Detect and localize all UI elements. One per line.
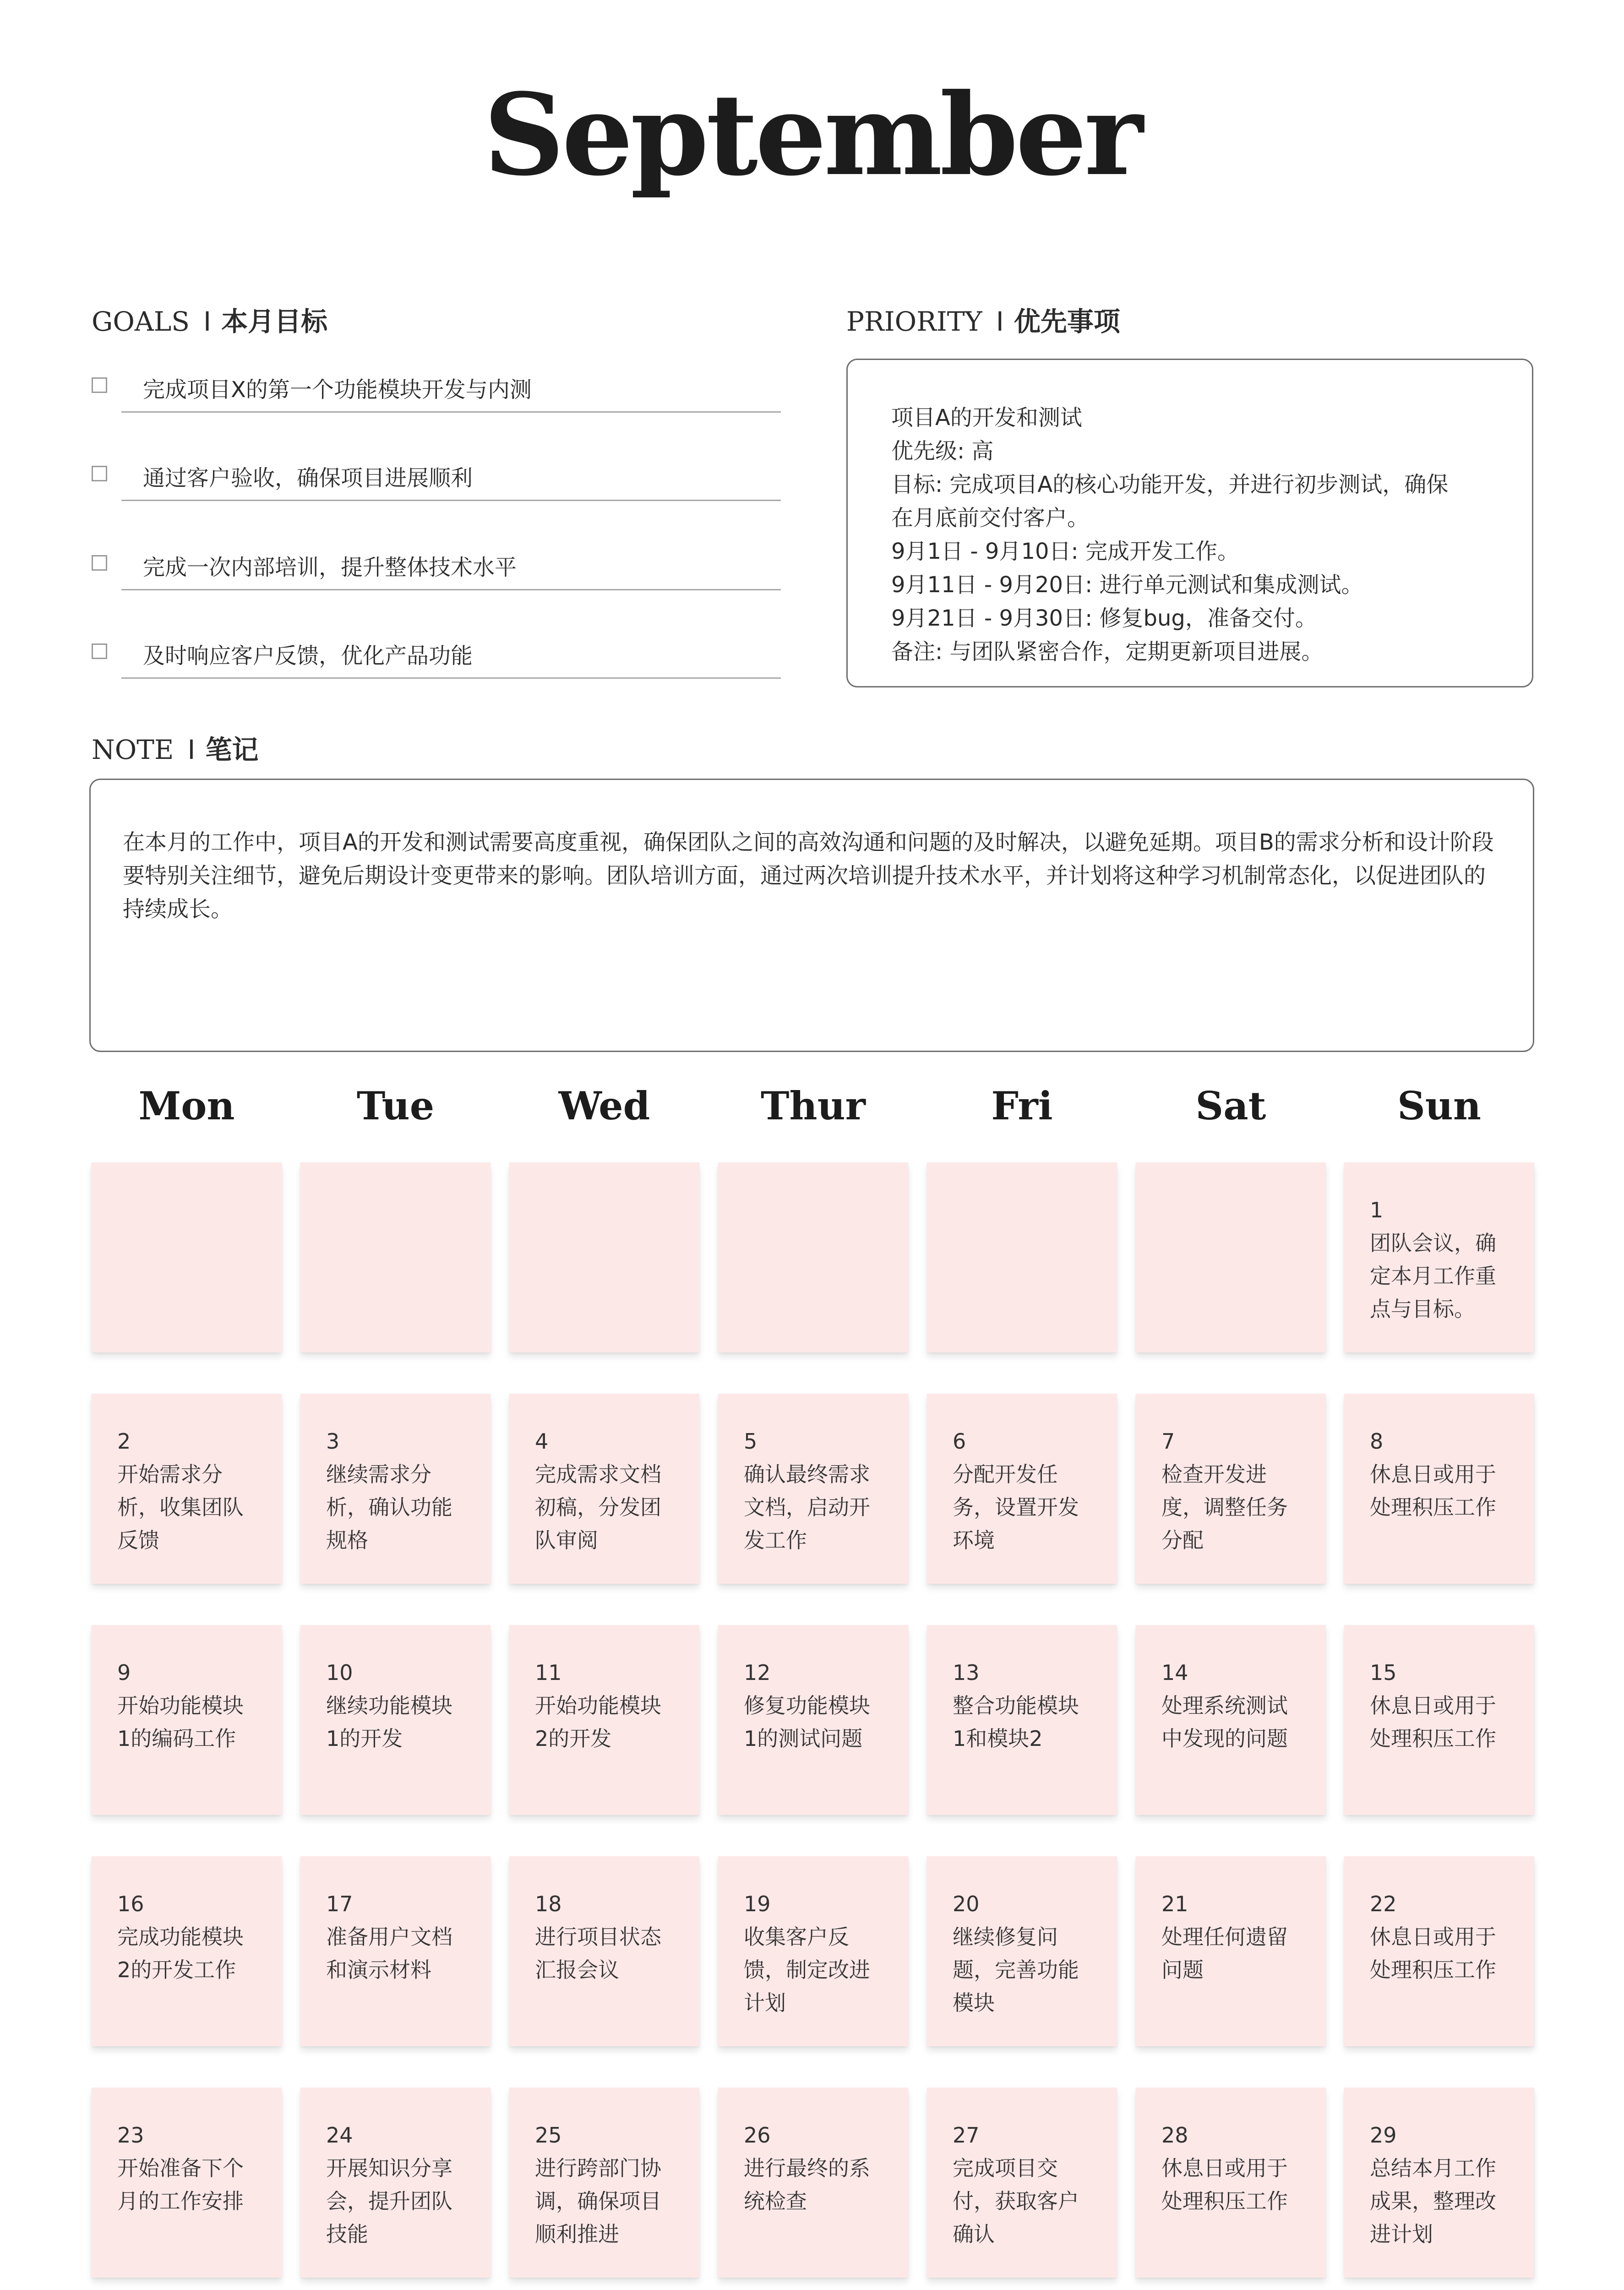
calendar-day-text: 模块 (953, 1990, 995, 2015)
goal-text: 完成项目X的第一个功能模块开发与内测 (143, 377, 532, 403)
calendar-day-cell[interactable] (300, 1625, 490, 1815)
calendar-day-text: 析，收集团队 (117, 1495, 244, 1520)
priority-line: 备注: 与团队紧密合作，定期更新项目进展。 (891, 639, 1324, 665)
priority-line: 优先级: 高 (891, 438, 994, 464)
goal-text: 及时响应客户反馈，优化产品功能 (143, 643, 473, 669)
calendar-empty-cell[interactable] (509, 1162, 699, 1352)
priority-line: 目标: 完成项目A的核心功能开发，并进行初步测试，确保 (891, 472, 1449, 497)
goal-item (92, 460, 781, 515)
calendar-day-text: 进行跨部门协 (535, 2156, 661, 2181)
calendar-day-text: 调，确保项目 (535, 2189, 661, 2214)
goal-underline (121, 589, 781, 590)
calendar-day-cell[interactable] (300, 2088, 490, 2278)
priority-box (846, 359, 1533, 687)
calendar-day-cell[interactable] (1136, 2088, 1326, 2278)
calendar-day-text: 队审阅 (535, 1528, 598, 1553)
goal-underline (121, 411, 781, 413)
calendar-day-text: 进行最终的系 (744, 2156, 870, 2181)
note-heading (92, 728, 258, 767)
calendar-day-cell[interactable] (300, 1856, 490, 2046)
calendar-empty-cell[interactable] (718, 1162, 908, 1352)
calendar-day-cell[interactable] (509, 1625, 699, 1815)
calendar-empty-cell[interactable] (1136, 1162, 1326, 1352)
calendar-day-text: 定本月工作重 (1370, 1264, 1496, 1288)
priority-heading-cn: 优先事项 (1014, 306, 1120, 337)
calendar-day-text: 休息日或用于 (1161, 2156, 1288, 2181)
calendar-day-text: 文档，启动开 (744, 1495, 870, 1520)
calendar-day-text: 和演示材料 (326, 1957, 431, 1982)
priority-heading-separator: I (996, 306, 1004, 337)
calendar-day-number: 7 (1161, 1429, 1175, 1454)
calendar-day-text: 完成需求文档 (535, 1462, 661, 1487)
calendar-day-cell[interactable] (1136, 1394, 1326, 1584)
calendar-day-text: 整合功能模块 (953, 1693, 1079, 1718)
calendar-day-number: 12 (744, 1660, 771, 1685)
calendar-day-text: 完成项目交 (953, 2156, 1058, 2181)
goal-item (92, 372, 781, 427)
calendar-day-cell[interactable] (92, 1856, 282, 2046)
calendar-day-text: 检查开发进 (1161, 1462, 1267, 1487)
priority-line: 9月21日 - 9月30日: 修复bug，准备交付。 (891, 605, 1317, 631)
calendar-day-text: 收集客户反 (744, 1925, 849, 1949)
calendar-empty-cell[interactable] (300, 1162, 490, 1352)
calendar-day-text: 休息日或用于 (1370, 1925, 1496, 1949)
goal-checkbox[interactable] (92, 466, 107, 481)
calendar-day-number: 27 (953, 2123, 980, 2148)
calendar-day-cell[interactable] (509, 1856, 699, 2046)
calendar-day-number: 20 (953, 1892, 980, 1916)
calendar-day-text: 准备用户文档 (326, 1925, 452, 1949)
calendar-day-cell[interactable] (92, 1394, 282, 1584)
priority-heading (846, 300, 1120, 338)
priority-line: 9月11日 - 9月20日: 进行单元测试和集成测试。 (891, 572, 1363, 598)
calendar-day-text: 处理积压工作 (1370, 1726, 1496, 1751)
calendar-day-text: 处理任何遗留 (1161, 1925, 1288, 1949)
calendar-day-text: 继续功能模块 (326, 1693, 452, 1718)
calendar-day-text: 开始需求分 (117, 1462, 223, 1487)
calendar-day-number: 26 (744, 2123, 771, 2148)
note-text: 在本月的工作中，项目A的开发和测试需要高度重视，确保团队之间的高效沟通和问题的及时解决，以避免延期。项目B的需求分析和设计阶段要特别关注细节，避免后期设计变更带来的影响。团队培训方面，通过两次培训提升技术水平，并计划将这种学习机制常态化，以促进团队的持续成长。 (123, 829, 1494, 922)
calendar-day-text: 休息日或用于 (1370, 1462, 1496, 1487)
calendar-day-text: 顺利推进 (535, 2222, 619, 2246)
calendar-day-text: 开始准备下个 (117, 2156, 244, 2181)
calendar-day-number: 19 (744, 1892, 771, 1916)
calendar-day-text: 继续修复问 (953, 1925, 1058, 1949)
calendar-day-text: 2的开发工作 (117, 1957, 236, 1982)
calendar-day-number: 28 (1161, 2123, 1188, 2148)
calendar-day-number: 2 (117, 1429, 131, 1454)
calendar-day-text: 开始功能模块 (535, 1693, 661, 1718)
calendar-day-number: 18 (535, 1892, 562, 1916)
calendar-day-cell[interactable] (1344, 1394, 1534, 1584)
calendar-day-text: 初稿，分发团 (535, 1495, 661, 1520)
note-heading-separator: I (187, 734, 196, 765)
calendar-day-number: 25 (535, 2123, 562, 2148)
calendar-day-text: 问题 (1161, 1957, 1204, 1982)
calendar-day-text: 开展知识分享 (326, 2156, 452, 2181)
note-heading-cn: 笔记 (205, 734, 259, 765)
calendar-day-text: 汇报会议 (535, 1957, 619, 1982)
calendar-day-text: 开始功能模块 (117, 1693, 244, 1718)
goal-underline (121, 677, 781, 679)
calendar-empty-cell[interactable] (927, 1162, 1117, 1352)
goal-text: 完成一次内部培训，提升整体技术水平 (143, 555, 517, 580)
calendar-day-text: 确认最终需求 (744, 1462, 870, 1487)
calendar-day-cell[interactable] (92, 2088, 282, 2278)
calendar-day-text: 2的开发 (535, 1726, 612, 1751)
calendar-day-text: 析，确认功能 (326, 1495, 452, 1520)
calendar-day-text: 团队会议，确 (1370, 1231, 1496, 1255)
weekday-header: Wed (558, 1083, 650, 1129)
calendar-day-text: 务，设置开发 (953, 1495, 1079, 1520)
calendar-day-number: 5 (744, 1429, 758, 1454)
page-title: September (483, 69, 1141, 201)
weekday-header: Mon (138, 1083, 235, 1129)
goal-checkbox[interactable] (92, 555, 107, 571)
note-box (89, 779, 1534, 1052)
calendar-day-text: 休息日或用于 (1370, 1693, 1496, 1718)
calendar-day-cell[interactable] (509, 1394, 699, 1584)
calendar-day-text: 分配 (1161, 1528, 1204, 1553)
calendar-day-number: 11 (535, 1660, 562, 1685)
goal-text: 通过客户验收，确保项目进展顺利 (143, 465, 473, 491)
calendar-day-number: 6 (953, 1429, 966, 1454)
calendar-day-number: 21 (1161, 1892, 1188, 1916)
calendar-day-number: 24 (326, 2123, 353, 2148)
calendar-day-text: 点与目标。 (1370, 1297, 1475, 1321)
priority-line: 项目A的开发和测试 (891, 405, 1082, 431)
calendar-day-number: 3 (326, 1429, 340, 1454)
calendar-day-number: 9 (117, 1660, 131, 1685)
calendar-day-text: 规格 (326, 1528, 368, 1553)
priority-line: 9月1日 - 9月10日: 完成开发工作。 (891, 539, 1239, 564)
goal-item (92, 638, 781, 693)
calendar-day-cell[interactable] (718, 2088, 908, 2278)
calendar-day-text: 中发现的问题 (1161, 1726, 1288, 1751)
calendar-day-number: 10 (326, 1660, 353, 1685)
priority-heading-en: PRIORITY (846, 306, 982, 337)
calendar-day-cell[interactable] (718, 1625, 908, 1815)
goals-heading-separator: I (203, 306, 212, 337)
calendar-day-cell[interactable] (927, 1856, 1117, 2046)
calendar-day-text: 进计划 (1370, 2222, 1433, 2246)
calendar-day-text: 处理积压工作 (1161, 2189, 1288, 2214)
calendar-day-cell[interactable] (1136, 1856, 1326, 2046)
calendar-day-cell[interactable] (927, 1394, 1117, 1584)
calendar-day-number: 8 (1370, 1429, 1384, 1454)
calendar-empty-cell[interactable] (92, 1162, 282, 1352)
goal-underline (121, 500, 781, 501)
goal-checkbox[interactable] (92, 377, 107, 393)
calendar-day-text: 完成功能模块 (117, 1925, 244, 1949)
goals-heading (92, 300, 327, 338)
calendar-day-number: 23 (117, 2123, 144, 2148)
calendar-day-cell[interactable] (509, 2088, 699, 2278)
calendar-day-text: 馈，制定改进 (744, 1957, 870, 1982)
calendar-day-text: 继续需求分 (326, 1462, 431, 1487)
calendar-day-text: 1的编码工作 (117, 1726, 236, 1751)
calendar-day-cell[interactable] (927, 1625, 1117, 1815)
calendar-day-text: 分配开发任 (953, 1462, 1058, 1487)
calendar-day-text: 计划 (744, 1990, 786, 2015)
calendar-day-text: 处理积压工作 (1370, 1495, 1496, 1520)
calendar-day-text: 1的开发 (326, 1726, 403, 1751)
calendar-day-number: 16 (117, 1892, 144, 1916)
goals-heading-cn: 本月目标 (221, 306, 328, 337)
calendar-day-number: 15 (1370, 1660, 1397, 1685)
weekday-header: Tue (356, 1083, 435, 1129)
calendar-day-text: 技能 (326, 2222, 368, 2246)
calendar-day-text: 统检查 (744, 2189, 807, 2214)
calendar-day-text: 月的工作安排 (117, 2189, 244, 2214)
calendar-day-cell[interactable] (300, 1394, 490, 1584)
calendar-day-text: 1的测试问题 (744, 1726, 863, 1751)
calendar-day-cell[interactable] (92, 1625, 282, 1815)
calendar-day-cell[interactable] (1136, 1625, 1326, 1815)
calendar-day-text: 处理积压工作 (1370, 1957, 1496, 1982)
goals-heading-en: GOALS (92, 306, 190, 337)
calendar-day-text: 确认 (953, 2222, 995, 2246)
calendar-day-number: 13 (953, 1660, 980, 1685)
calendar-day-text: 发工作 (744, 1528, 807, 1553)
calendar-day-cell[interactable] (927, 2088, 1117, 2278)
calendar-day-number: 22 (1370, 1892, 1397, 1916)
weekday-header: Thur (761, 1083, 866, 1129)
calendar-day-text: 成果，整理改 (1370, 2189, 1496, 2214)
calendar-day-cell[interactable] (1344, 1625, 1534, 1815)
calendar-day-text: 总结本月工作 (1370, 2156, 1496, 2181)
calendar-day-cell[interactable] (718, 1394, 908, 1584)
goal-item (92, 550, 781, 605)
calendar-day-text: 修复功能模块 (744, 1693, 870, 1718)
calendar-day-cell[interactable] (1344, 1856, 1534, 2046)
calendar-day-text: 处理系统测试 (1161, 1693, 1288, 1718)
weekday-header: Sat (1195, 1083, 1266, 1129)
calendar-day-text: 反馈 (117, 1528, 159, 1553)
calendar-day-text: 进行项目状态 (535, 1925, 661, 1949)
calendar-day-number: 1 (1370, 1198, 1384, 1222)
calendar-day-text: 会，提升团队 (326, 2189, 452, 2214)
goal-checkbox[interactable] (92, 643, 107, 659)
calendar-day-text: 题，完善功能 (953, 1957, 1079, 1982)
calendar-day-text: 度，调整任务 (1161, 1495, 1288, 1520)
calendar-day-text: 1和模块2 (953, 1726, 1043, 1751)
weekday-header: Sun (1397, 1083, 1481, 1129)
calendar-day-number: 29 (1370, 2123, 1397, 2148)
calendar-day-number: 4 (535, 1429, 549, 1454)
weekday-header: Fri (991, 1083, 1053, 1129)
calendar-day-number: 17 (326, 1892, 353, 1916)
calendar-day-text: 环境 (953, 1528, 995, 1553)
calendar-day-number: 14 (1161, 1660, 1188, 1685)
calendar-day-text: 付，获取客户 (953, 2189, 1079, 2214)
calendar-day-cell[interactable] (1344, 1162, 1534, 1352)
note-heading-en: NOTE (92, 734, 174, 765)
priority-line: 在月底前交付客户。 (891, 505, 1090, 531)
calendar-day-cell[interactable] (718, 1856, 908, 2046)
calendar-day-cell[interactable] (1344, 2088, 1534, 2278)
